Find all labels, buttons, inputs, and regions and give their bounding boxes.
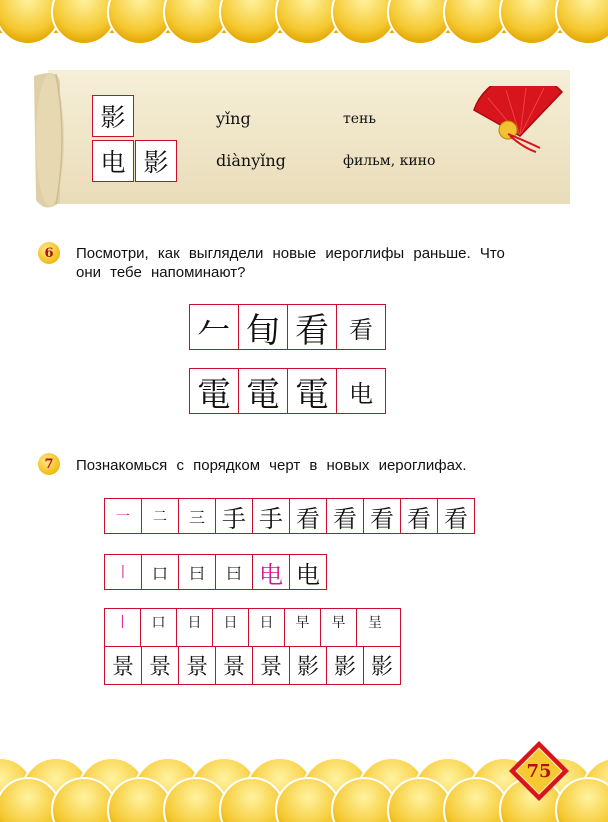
ancient-kan-2: 䀏 [239, 305, 288, 349]
kan-step-1: 一 [105, 499, 142, 533]
ying-step-10: 景 [142, 647, 179, 684]
ancient-kan-1: 𠂉 [190, 305, 239, 349]
modern-kan: 看 [349, 315, 373, 344]
kan-step-4: 手 [216, 499, 253, 533]
kan-step-2: 二 [142, 499, 179, 533]
task-7-number: 7 [38, 453, 60, 475]
dian-step-3: 曰 [179, 555, 216, 589]
dian-stroke-order-row [104, 554, 327, 590]
task-6-instruction-line1: Посмотри, как выглядели новые иероглифы раньше. Что [76, 245, 505, 262]
pinyin-ying: yǐng [216, 109, 251, 128]
ying-step-1: 丨 [105, 609, 141, 646]
ancient-dian-3: 電 [288, 369, 337, 413]
kan-step-9: 看 [401, 499, 438, 533]
pinyin-dianying: diànyǐng [216, 151, 286, 170]
ying-step-6: 早 [285, 609, 321, 646]
ancient-dian-2: 電 [239, 369, 288, 413]
task-6-instruction-line2: они тебе напоминают? [76, 264, 246, 281]
ying-step-11: 景 [179, 647, 216, 684]
ying-step-9: 景 [105, 647, 142, 684]
ancient-kan-3: 看 [288, 305, 337, 349]
meaning-dianying: фильм, кино [343, 153, 436, 169]
vocab-char-ying: 影 [92, 95, 134, 137]
dian-step-4: 曰 [216, 555, 253, 589]
kan-step-3: 三 [179, 499, 216, 533]
ying-step-4: 日 [213, 609, 249, 646]
ying-step-5: 日 [249, 609, 285, 646]
kan-step-7: 看 [327, 499, 364, 533]
ancient-dian-row [189, 368, 386, 414]
ying-step-16: 影 [370, 655, 393, 680]
vocab-char-dian: 电 [92, 140, 134, 182]
ying-step-12: 景 [216, 647, 253, 684]
kan-stroke-order-row [104, 498, 475, 534]
task-7-instruction: Познакомься с порядком черт в новых иероглифах. [76, 457, 467, 474]
red-fan-icon [468, 86, 578, 154]
page-number: 75 [526, 760, 552, 782]
kan-step-8: 看 [364, 499, 401, 533]
ying-step-13: 景 [253, 647, 290, 684]
kan-step-5: 手 [253, 499, 290, 533]
ying-step-7: 早 [321, 609, 357, 646]
ying-step-3: 日 [177, 609, 213, 646]
task-6-number: 6 [38, 242, 60, 264]
ying-step-14: 影 [290, 647, 327, 684]
top-wave-decoration [0, 0, 608, 46]
vocab-char-ying-2: 影 [135, 140, 177, 182]
dian-step-5: 电 [253, 555, 290, 589]
dian-step-1: 丨 [105, 555, 142, 589]
ancient-kan-row [189, 304, 386, 350]
dian-step-6: 电 [296, 560, 320, 589]
ying-stroke-order-grid [104, 608, 401, 685]
modern-dian: 电 [349, 379, 373, 408]
kan-step-6: 看 [290, 499, 327, 533]
ying-step-2: 口 [141, 609, 177, 646]
kan-step-10: 看 [444, 504, 468, 533]
ying-step-15: 影 [327, 647, 364, 684]
ancient-dian-1: 電 [190, 369, 239, 413]
dian-step-2: 口 [142, 555, 179, 589]
ying-step-8: 呈 [368, 615, 382, 631]
meaning-ying: тень [343, 111, 376, 127]
